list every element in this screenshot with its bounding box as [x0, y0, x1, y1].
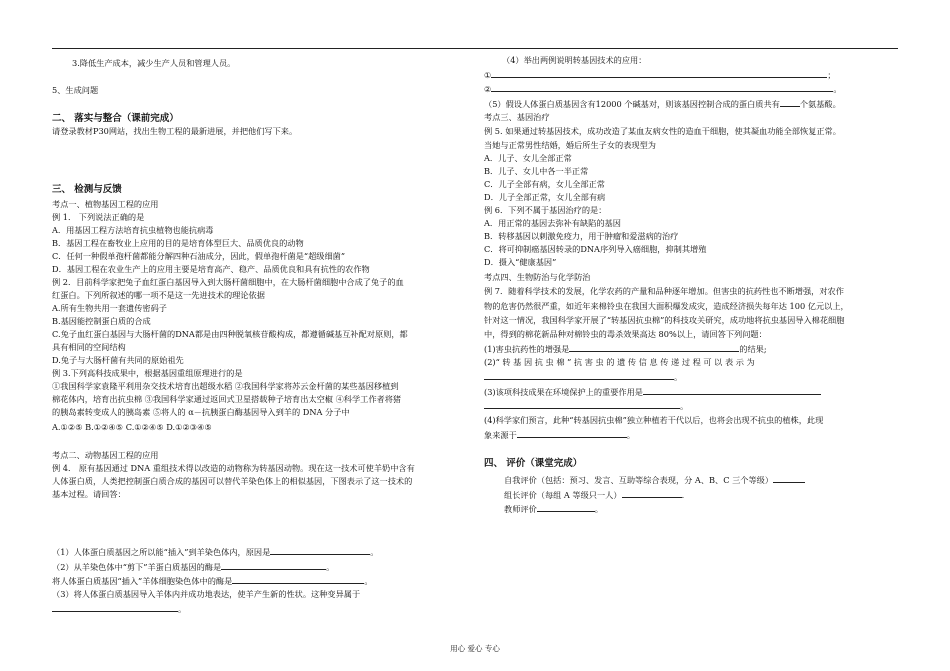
text-line: （3）将人体蛋白质基因导入羊体内并成功地表达，使羊产生新的性状。这种变异属于 — [52, 589, 361, 599]
question-line — [52, 561, 334, 573]
question-text: 的结果; — [739, 344, 767, 354]
question-text: 组长评价（每组 A 等级只一人） — [504, 490, 622, 500]
text-line: C．将可抑制癌基因转录的DNA序列导入癌细胞，抑制其增殖 — [484, 244, 707, 254]
question-line — [52, 603, 186, 615]
text-line: B.基因能控制蛋白质的合成 — [52, 316, 151, 326]
question-line — [484, 69, 836, 81]
item-marker: ① — [484, 70, 492, 80]
text-line: B．儿子、女儿中各一半正常 — [484, 166, 589, 176]
text-line: 例 4． 原有基因通过 DNA 重组技术得以改造的动物称为转基因动物。现在这一技术可使羊奶中含有 — [52, 463, 415, 473]
question-text: （2）从羊染色体中“剪下”羊蛋白质基因的酶是 — [52, 562, 222, 572]
text-line: 考点四、生物防治与化学防治 — [484, 272, 591, 282]
answer-blank[interactable] — [622, 489, 682, 498]
question-line — [484, 386, 821, 398]
question-line — [484, 400, 688, 412]
text-line: C．任何一种假单孢杆菌都能分解四种石油成分，因此，假单孢杆菌是“超级细菌” — [52, 251, 346, 261]
answer-blank[interactable] — [52, 603, 178, 612]
text-line: A.①②⑤ B.①②④⑤ C.①②④⑤ D.①②③④⑤ — [52, 422, 212, 432]
answer-blank[interactable] — [569, 343, 739, 352]
text-line: 红蛋白。下列所叙述的哪一项不是这一先进技术的理论依据 — [52, 290, 265, 300]
text-line: A．用正常的基因去弥补有缺陷的基因 — [484, 218, 621, 228]
text-line: 5、生成问题 — [52, 85, 99, 95]
question-line — [504, 489, 684, 501]
question-text: 教师评价 — [504, 504, 537, 514]
text-line: D．基因工程在农业生产上的应用主要是培育高产、稳产、品质优良和具有抗性的农作物 — [52, 264, 370, 274]
text-line: 具有相同的空间结构 — [52, 342, 126, 352]
question-line — [484, 371, 682, 383]
text-line: 中，得到的棉花新品种对棉铃虫的毒杀效果高达 80%以上，请回答下列问题： — [484, 329, 767, 339]
text-line: C.兔子血红蛋白基因与大肠杆菌的DNA都是由四种脱氧核苷酸构成，都遵循碱基互补配对原则，都 — [52, 329, 408, 339]
text-line: 例 6．下列不属于基因治疗的是： — [484, 205, 607, 215]
question-line — [52, 546, 378, 558]
text-line: D．摄入“健康基因” — [484, 257, 557, 267]
text-line: 物的危害仍然很严重，如近年来棉铃虫在我国大面积爆发成灾，造成经济损失每年达 100 亿元以上， — [484, 301, 849, 311]
end-mark: 。 — [626, 430, 635, 440]
end-mark: 。 — [178, 604, 187, 614]
answer-blank[interactable] — [484, 371, 674, 380]
text-line: 例 3.下列高科技成果中，根据基因重组原理进行的是 — [52, 368, 243, 378]
question-line — [484, 429, 635, 441]
answer-blank[interactable] — [643, 386, 821, 395]
text-line: A．用基因工程方法培育抗虫植物也能抗病毒 — [52, 225, 214, 235]
answer-blank[interactable] — [780, 98, 800, 107]
text-line: 针对这一情况，我国科学家开展了“转基因抗虫棉”的科技攻关研究，成功地将抗虫基因导入棉花细胞 — [484, 315, 845, 325]
page-footer: 用心 爱心 专心 — [450, 644, 500, 653]
text-line: B．基因工程在畜牧业上应用的目的是培育体型巨大、品质优良的动物 — [52, 238, 304, 248]
question-line — [484, 83, 842, 95]
answer-blank[interactable] — [491, 83, 833, 92]
text-line: A.所有生物共用一套遗传密码子 — [52, 303, 167, 313]
text-line: 考点二、动物基因工程的应用 — [52, 450, 159, 460]
question-text: 象来源于 — [484, 430, 517, 440]
text-line: 例 7．随着科学技术的发展，化学农药的产量和品种逐年增加。但害虫的抗药性也不断增强，对农作 — [484, 286, 844, 296]
answer-blank[interactable] — [232, 575, 364, 584]
section-heading: 三、 检测与反馈 — [52, 184, 122, 195]
question-text: （1）人体蛋白质基因之所以能“插入”到羊染色体内，原因是 — [52, 547, 271, 557]
end-mark: 。 — [326, 562, 335, 572]
answer-blank[interactable] — [537, 503, 595, 512]
end-mark: 。 — [833, 84, 842, 94]
end-mark: 。 — [674, 372, 683, 382]
question-text: 自我评价（包括：预习、发言、互助等综合表现，分 A、B、C 三个等级） — [504, 475, 774, 485]
question-text: 将人体蛋白质基因“插入”羊体细胞染色体中的酶是 — [52, 576, 233, 586]
answer-blank[interactable] — [517, 429, 627, 438]
end-mark: 。 — [594, 504, 603, 514]
end-mark: ； — [827, 70, 836, 80]
text-line: B．转移基因以刺激免疫力，用于肿瘤和爱滋病的治疗 — [484, 231, 679, 241]
text-line: 当她与正常男性结婚，婚后所生子女的表现型为 — [484, 140, 656, 150]
text-line: 例 5. 如果通过转基因技术，成功改造了某血友病女性的造血干细胞，使其凝血功能全部恢复正常。 — [484, 126, 841, 136]
text-line: D．儿子全部正常，女儿全部有病 — [484, 192, 606, 202]
text-line: 的胰岛素转变成人的胰岛素 ⑤将人的 α－抗胰蛋白酶基因导入到羊的 DNA 分子中 — [52, 407, 350, 417]
text-line: 考点三、基因治疗 — [484, 112, 550, 122]
text-line: 3.降低生产成本，减少生产人员和管理人员。 — [72, 58, 236, 68]
question-text: （5）假设人体蛋白质基因含有12000 个碱基对，则该基因控制合成的蛋白质共有 — [484, 99, 780, 109]
question-text: (3)该项科技成果在环境保护上的重要作用是 — [484, 387, 643, 397]
end-mark: 。 — [370, 547, 379, 557]
text-line: 考点一、植物基因工程的应用 — [52, 199, 159, 209]
text-line: A．儿子、女儿全部正常 — [484, 153, 572, 163]
question-line — [504, 503, 603, 515]
end-mark: 。 — [364, 576, 373, 586]
text-line: 基本过程。请回答： — [52, 489, 126, 499]
answer-blank[interactable] — [270, 546, 370, 555]
section-heading: 二、 落实与整合（课前完成） — [52, 113, 179, 124]
text-line: （4）举出两例说明转基因技术的应用： — [502, 55, 647, 65]
answer-blank[interactable] — [221, 561, 326, 570]
text-line: D.兔子与大肠杆菌有共同的原始祖先 — [52, 355, 184, 365]
question-line — [504, 474, 805, 486]
end-mark: 。 — [680, 401, 689, 411]
text-line: 例 2．目前科学家把兔子血红蛋白基因导入到大肠杆菌细胞中，在大肠杆菌细胞中合成了兔子的血 — [52, 277, 404, 287]
text-line: 人体蛋白质，人类把控制蛋白质合成的基因可以替代羊染色体上的相似基因，下图表示了这一技术的 — [52, 476, 413, 486]
text-line: 棉花体内，培育出抗虫棉 ③我国科学家通过返回式卫星搭载种子培育出太空椒 ④科学工作者将猪 — [52, 394, 402, 404]
text-line: (2)“ 转 基 因 抗 虫 棉 ” 抗 害 虫 的 遗 传 信 息 传 递 过 程 可 以 表 示 为 — [484, 357, 755, 367]
text-line: ①我国科学家袁隆平利用杂交技术培育出超级水稻 ②我国科学家将苏云金杆菌的某些基因移植到 — [52, 381, 399, 391]
top-rule — [52, 48, 898, 49]
item-marker: ② — [484, 84, 492, 94]
answer-blank[interactable] — [484, 400, 680, 409]
answer-blank[interactable] — [491, 69, 827, 78]
section-heading: 四、 评价（课堂完成） — [484, 458, 583, 469]
text-line: (4)科学家们预言，此种“转基因抗虫棉”独立种植若干代以后，也将会出现不抗虫的植株，此现 — [484, 415, 824, 425]
question-line — [484, 98, 841, 110]
end-mark: . — [681, 490, 685, 500]
question-text: (1)害虫抗药性的增强是 — [484, 344, 570, 354]
answer-blank[interactable] — [773, 474, 805, 483]
question-text: 个氨基酸。 — [799, 99, 841, 109]
question-line — [484, 343, 767, 355]
text-line: 请登录教材P30网站，找出生物工程的最新进展，并把他们写下来。 — [52, 126, 298, 136]
text-line: 例 1． 下列说法正确的是 — [52, 212, 145, 222]
text-line: C．儿子全部有病，女儿全部正常 — [484, 179, 605, 189]
question-line — [52, 575, 373, 587]
